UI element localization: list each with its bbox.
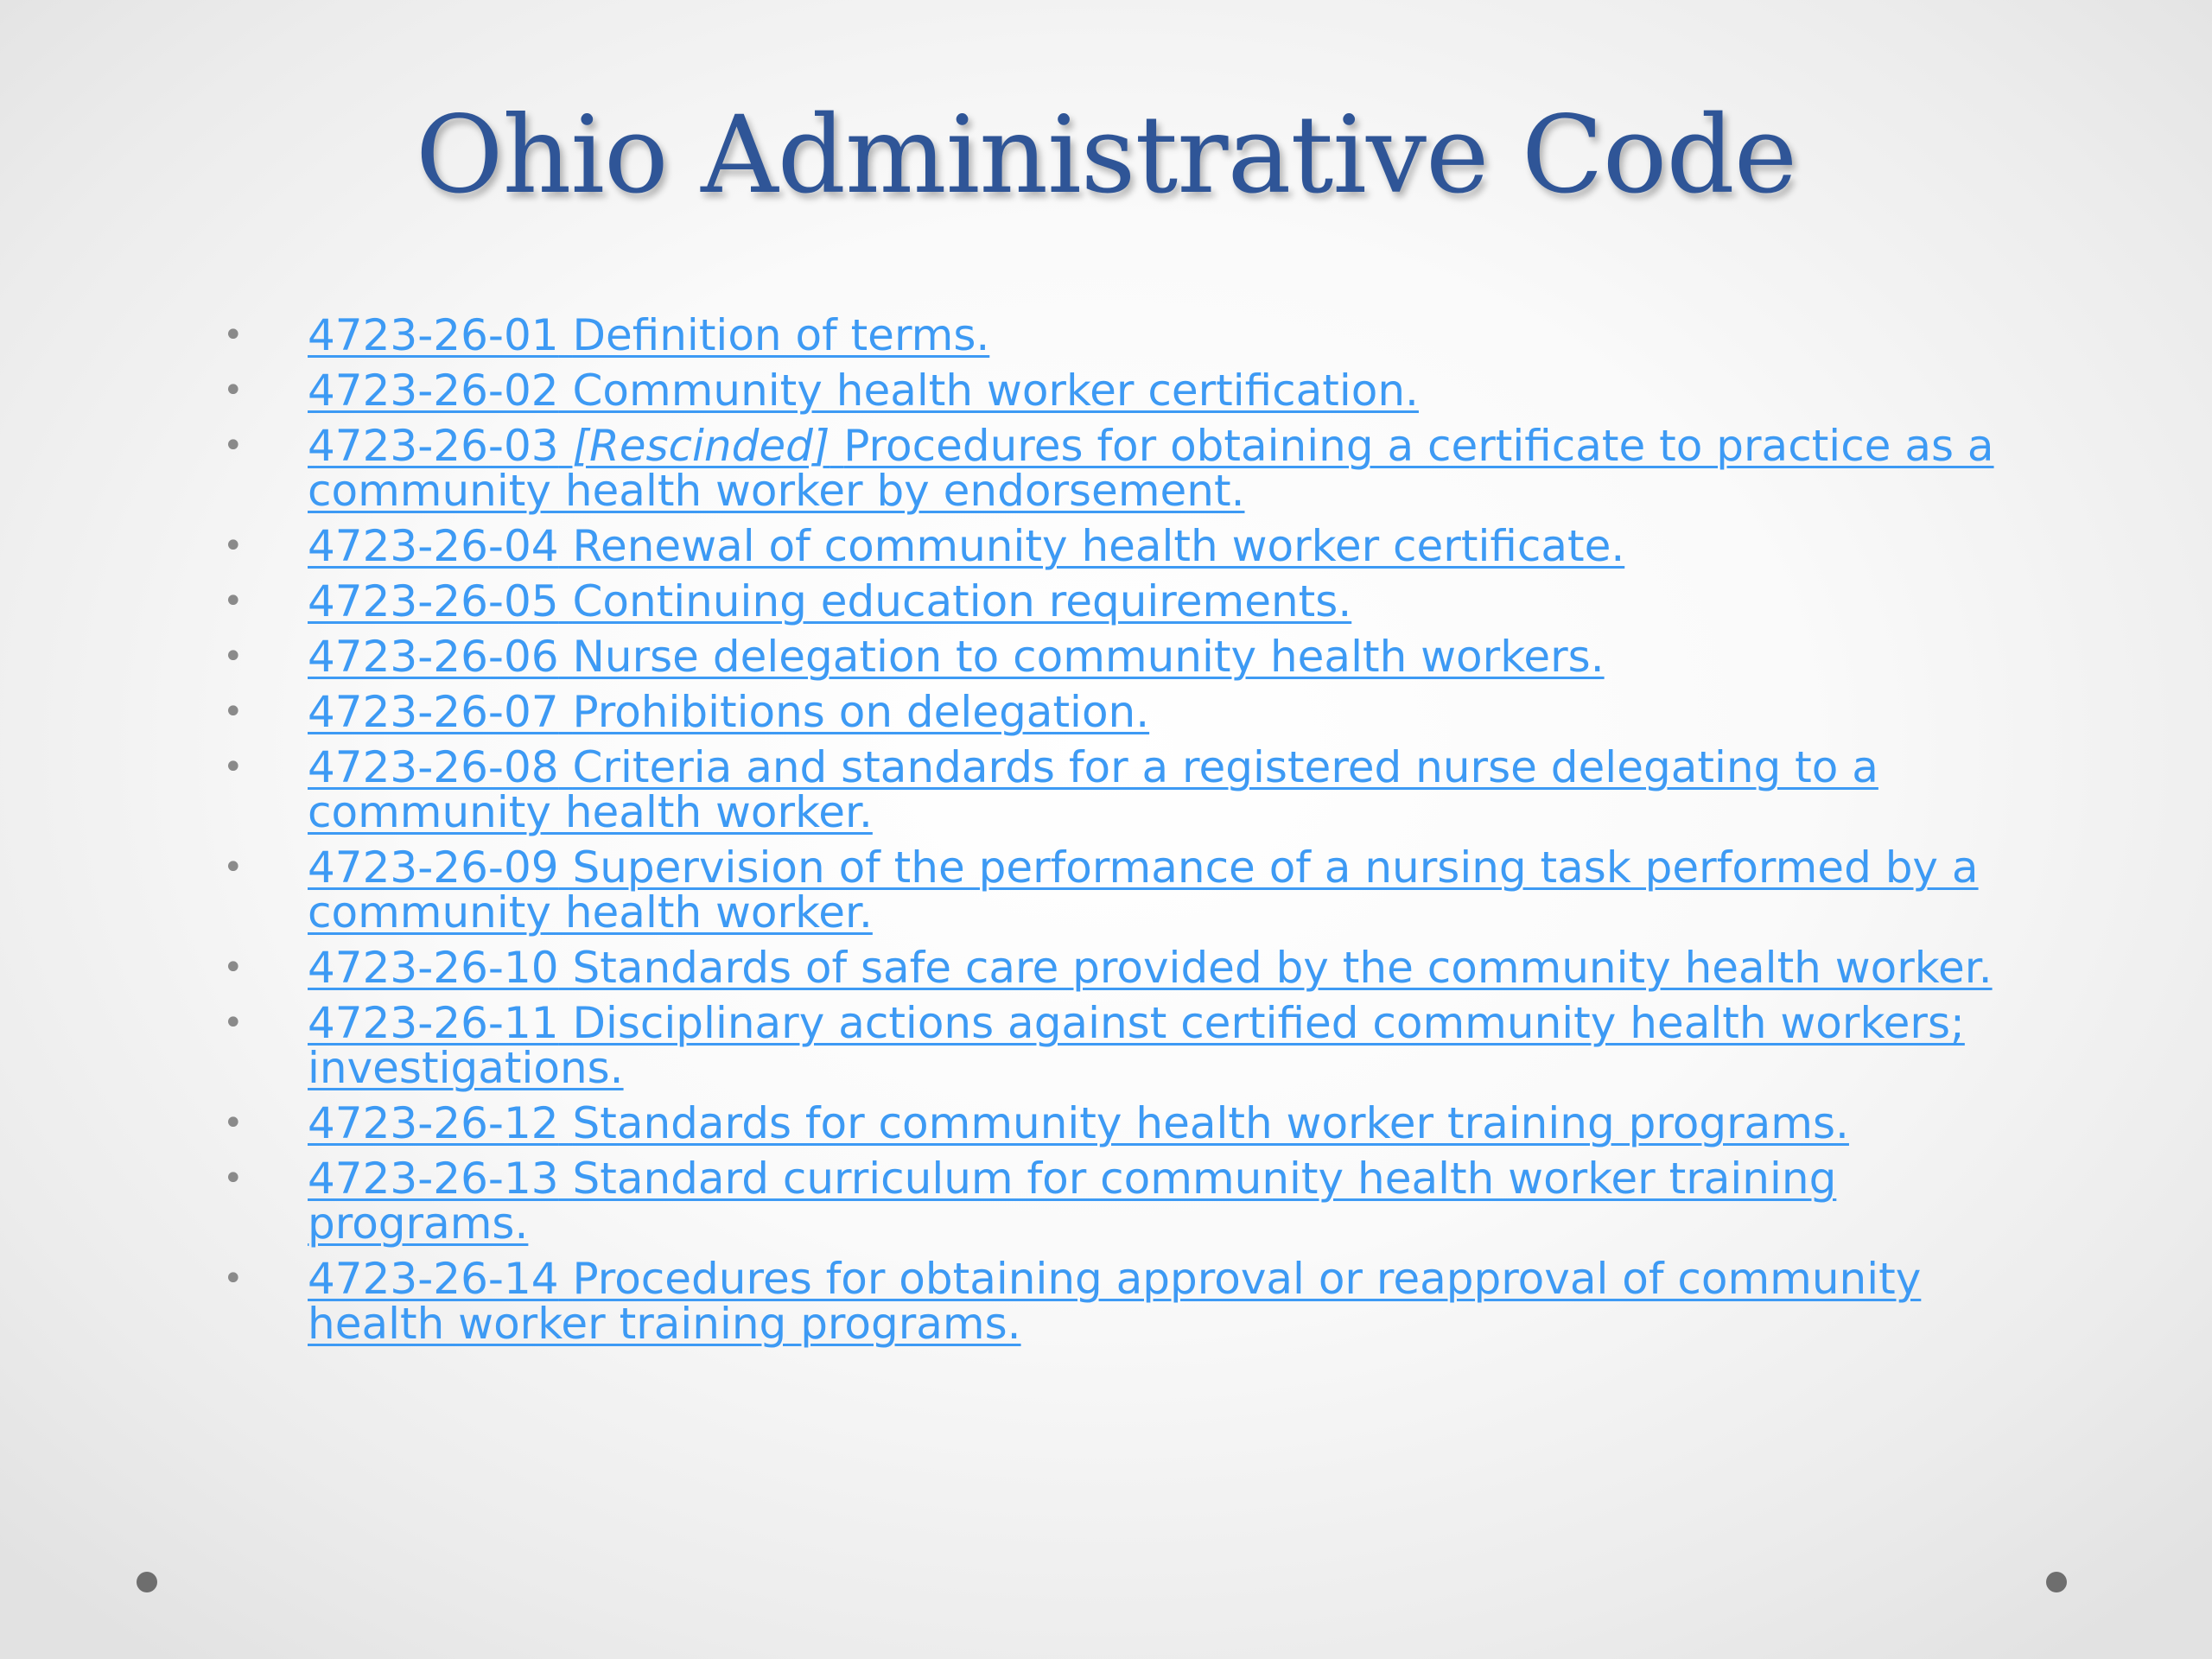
rule-code: 4723-26-11: [308, 998, 559, 1048]
rule-link-4723-26-05[interactable]: [308, 576, 1351, 626]
bullet-icon: •: [223, 426, 244, 466]
rule-link-4723-26-13[interactable]: [308, 1154, 1836, 1249]
list-item: [216, 576, 2013, 626]
rule-code: 4723-26-06: [308, 632, 559, 682]
rule-code: 4723-26-04: [308, 521, 559, 571]
bullet-icon: •: [223, 526, 244, 566]
list-item: [216, 310, 2013, 360]
bullet-icon: •: [223, 692, 244, 732]
rule-code: 4723-26-09: [308, 842, 559, 893]
list-item: [216, 742, 2013, 837]
rule-link-4723-26-09[interactable]: [308, 842, 1979, 938]
bullet-icon: •: [223, 1103, 244, 1143]
rule-code: 4723-26-07: [308, 687, 559, 737]
bullet-icon: •: [223, 371, 244, 410]
bullet-icon: •: [223, 848, 244, 887]
list-item: [216, 365, 2013, 416]
slide-title: Ohio Administrative Code: [415, 93, 1797, 218]
bullet-icon: •: [223, 1259, 244, 1299]
bullet-icon: •: [223, 948, 244, 988]
bullet-icon: •: [223, 1159, 244, 1198]
rule-text: Renewal of community health worker certificate.: [572, 521, 1625, 571]
rule-text: Procedures for obtaining a certificate to practice as a community health worker by endorsement.: [308, 421, 1994, 516]
rule-link-4723-26-11[interactable]: [308, 998, 1965, 1093]
list-item: [216, 687, 2013, 737]
rule-code: 4723-26-12: [308, 1098, 559, 1148]
rule-code: 4723-26-03: [308, 421, 559, 471]
rule-code: 4723-26-05: [308, 576, 559, 626]
bullet-icon: •: [223, 637, 244, 677]
rule-link-4723-26-03[interactable]: [308, 421, 1994, 516]
rule-text: Disciplinary actions against certified community health workers; investigations.: [308, 998, 1965, 1093]
bullet-icon: •: [223, 582, 244, 621]
rule-code: 4723-26-02: [308, 365, 559, 416]
bullet-icon: •: [223, 315, 244, 355]
rule-text: Standards for community health worker training programs.: [572, 1098, 1849, 1148]
corner-dot-right: [2046, 1572, 2067, 1592]
bullet-icon: •: [223, 1003, 244, 1043]
rule-text: Standard curriculum for community health worker training programs.: [308, 1154, 1837, 1249]
rule-text: Standards of safe care provided by the community health worker.: [572, 943, 1993, 993]
rule-code: 4723-26-08: [308, 742, 559, 792]
rule-text: Procedures for obtaining approval or reapproval of community health worker training programs.: [308, 1254, 1922, 1349]
rule-link-4723-26-06[interactable]: [308, 632, 1605, 682]
rule-text: Definition of terms.: [572, 310, 990, 360]
rules-list: [216, 310, 2013, 1357]
rule-link-4723-26-14[interactable]: [308, 1254, 1921, 1349]
list-item: [216, 1154, 2013, 1249]
rule-link-4723-26-12[interactable]: [308, 1098, 1849, 1148]
list-item: [216, 521, 2013, 571]
rule-text: Community health worker certification.: [572, 365, 1419, 416]
bullet-icon: •: [223, 747, 244, 787]
rule-text: Continuing education requirements.: [572, 576, 1352, 626]
rule-text: Supervision of the performance of a nursing task performed by a community health worker.: [308, 842, 1979, 938]
rule-code: 4723-26-10: [308, 943, 559, 993]
rule-code: 4723-26-14: [308, 1254, 559, 1304]
rule-link-4723-26-07[interactable]: [308, 687, 1149, 737]
list-item: [216, 1098, 2013, 1148]
rule-text: Prohibitions on delegation.: [572, 687, 1150, 737]
rule-code: 4723-26-13: [308, 1154, 559, 1204]
rule-text: Criteria and standards for a registered nurse delegating to a community health worker.: [308, 742, 1878, 837]
rule-text: Nurse delegation to community health workers.: [572, 632, 1605, 682]
list-item: [216, 632, 2013, 682]
rule-link-4723-26-01[interactable]: [308, 310, 989, 360]
list-item: [216, 1254, 2013, 1349]
rule-link-4723-26-04[interactable]: [308, 521, 1624, 571]
rescinded-status: [Rescinded]: [572, 421, 830, 471]
rule-link-4723-26-08[interactable]: [308, 742, 1878, 837]
list-item: [216, 842, 2013, 938]
corner-dot-left: [137, 1572, 157, 1592]
list-item: [216, 943, 2013, 993]
list-item: [216, 998, 2013, 1093]
rule-link-4723-26-02[interactable]: [308, 365, 1419, 416]
rule-code: 4723-26-01: [308, 310, 559, 360]
list-item: [216, 421, 2013, 516]
rule-link-4723-26-10[interactable]: [308, 943, 1993, 993]
